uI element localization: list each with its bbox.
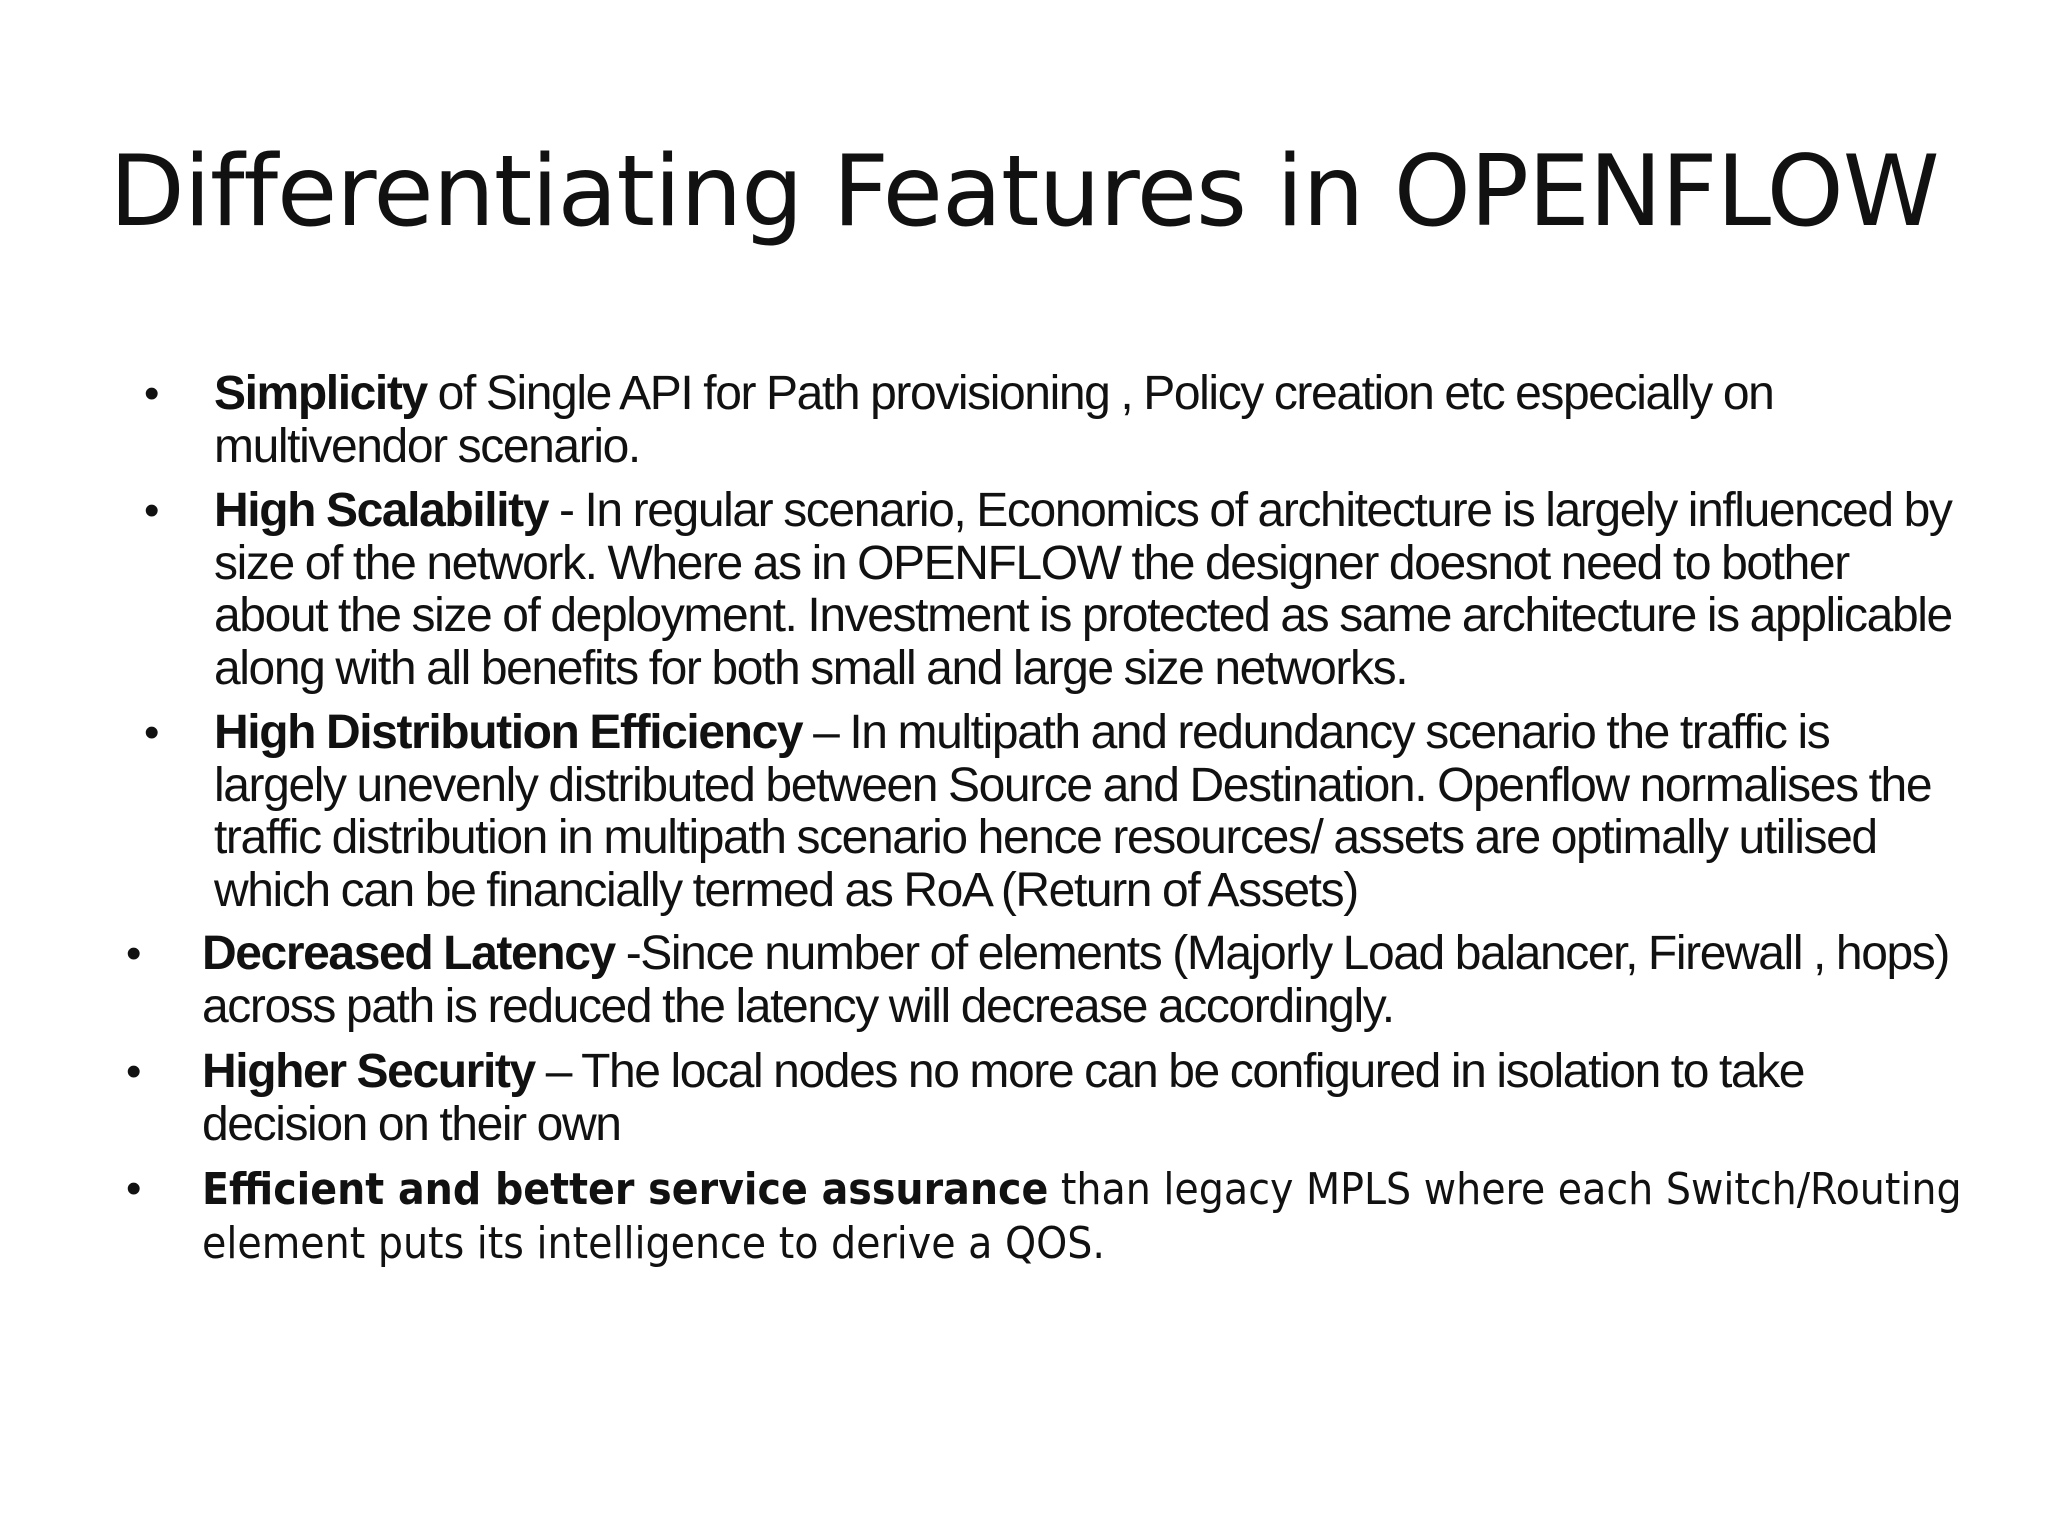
bullet-body: than legacy MPLS where each Switch/Routing element puts its intelligence to derive a QOS. — [202, 1164, 1962, 1269]
bullet-text — [214, 368, 1914, 473]
bullet-body: – The local nodes no more can be configured in isolation to take decision on their own — [202, 1045, 1805, 1151]
bullet-text — [202, 1046, 1962, 1151]
bullet-item-simplicity — [144, 367, 1914, 473]
bullet-heading: High Scalability — [214, 484, 549, 537]
bullet-text — [214, 485, 1954, 695]
bullet-icon: • — [126, 929, 142, 978]
bullet-icon: • — [126, 1164, 142, 1213]
bullet-heading: Efficient and better service assurance — [202, 1164, 1049, 1215]
bullet-icon: • — [144, 708, 160, 757]
bullet-body: - In regular scenario, Economics of architecture is largely influenced by size of the network. Where as in OPENFLOW the designer doesnot need to bother about the size of deployment. Investment is protected as same architecture is applicable along with all benefits for both small and large size networks. — [214, 484, 1952, 695]
bullet-icon: • — [144, 369, 160, 418]
bullet-heading: Simplicity — [214, 367, 427, 420]
bullet-heading: High Distribution Efficiency — [214, 706, 803, 759]
bullet-item-higher-security — [126, 1045, 1962, 1151]
bullet-body: – In multipath and redundancy scenario the traffic is largely unevenly distributed between Source and Destination. Openflow normalises the traffic distribution in multipath scenario hence resources/ assets are optimally utilised which can be financially termed as RoA (Return of Assets) — [214, 706, 1932, 917]
bullet-text — [214, 707, 1954, 917]
bullet-body: -Since number of elements (Majorly Load balancer, Firewall , hops) across path is reduced the latency will decrease accordingly. — [202, 927, 1949, 1033]
bullet-heading: Decreased Latency — [202, 927, 615, 980]
bullet-body: of Single API for Path provisioning , Policy creation etc especially on multivendor scenario. — [214, 367, 1774, 473]
bullet-text — [202, 1163, 1962, 1271]
bullet-item-high-scalability — [144, 484, 1954, 695]
bullet-item-decreased-latency — [126, 927, 1962, 1033]
bullet-icon: • — [144, 486, 160, 535]
bullet-text — [202, 928, 1962, 1033]
slide-title: Differentiating Features in OPENFLOW — [109, 135, 1939, 249]
bullet-item-high-distribution-efficiency — [144, 706, 1954, 917]
bullet-item-service-assurance — [126, 1163, 1962, 1271]
bullet-heading: Higher Security — [202, 1045, 535, 1098]
bullet-icon: • — [126, 1047, 142, 1096]
